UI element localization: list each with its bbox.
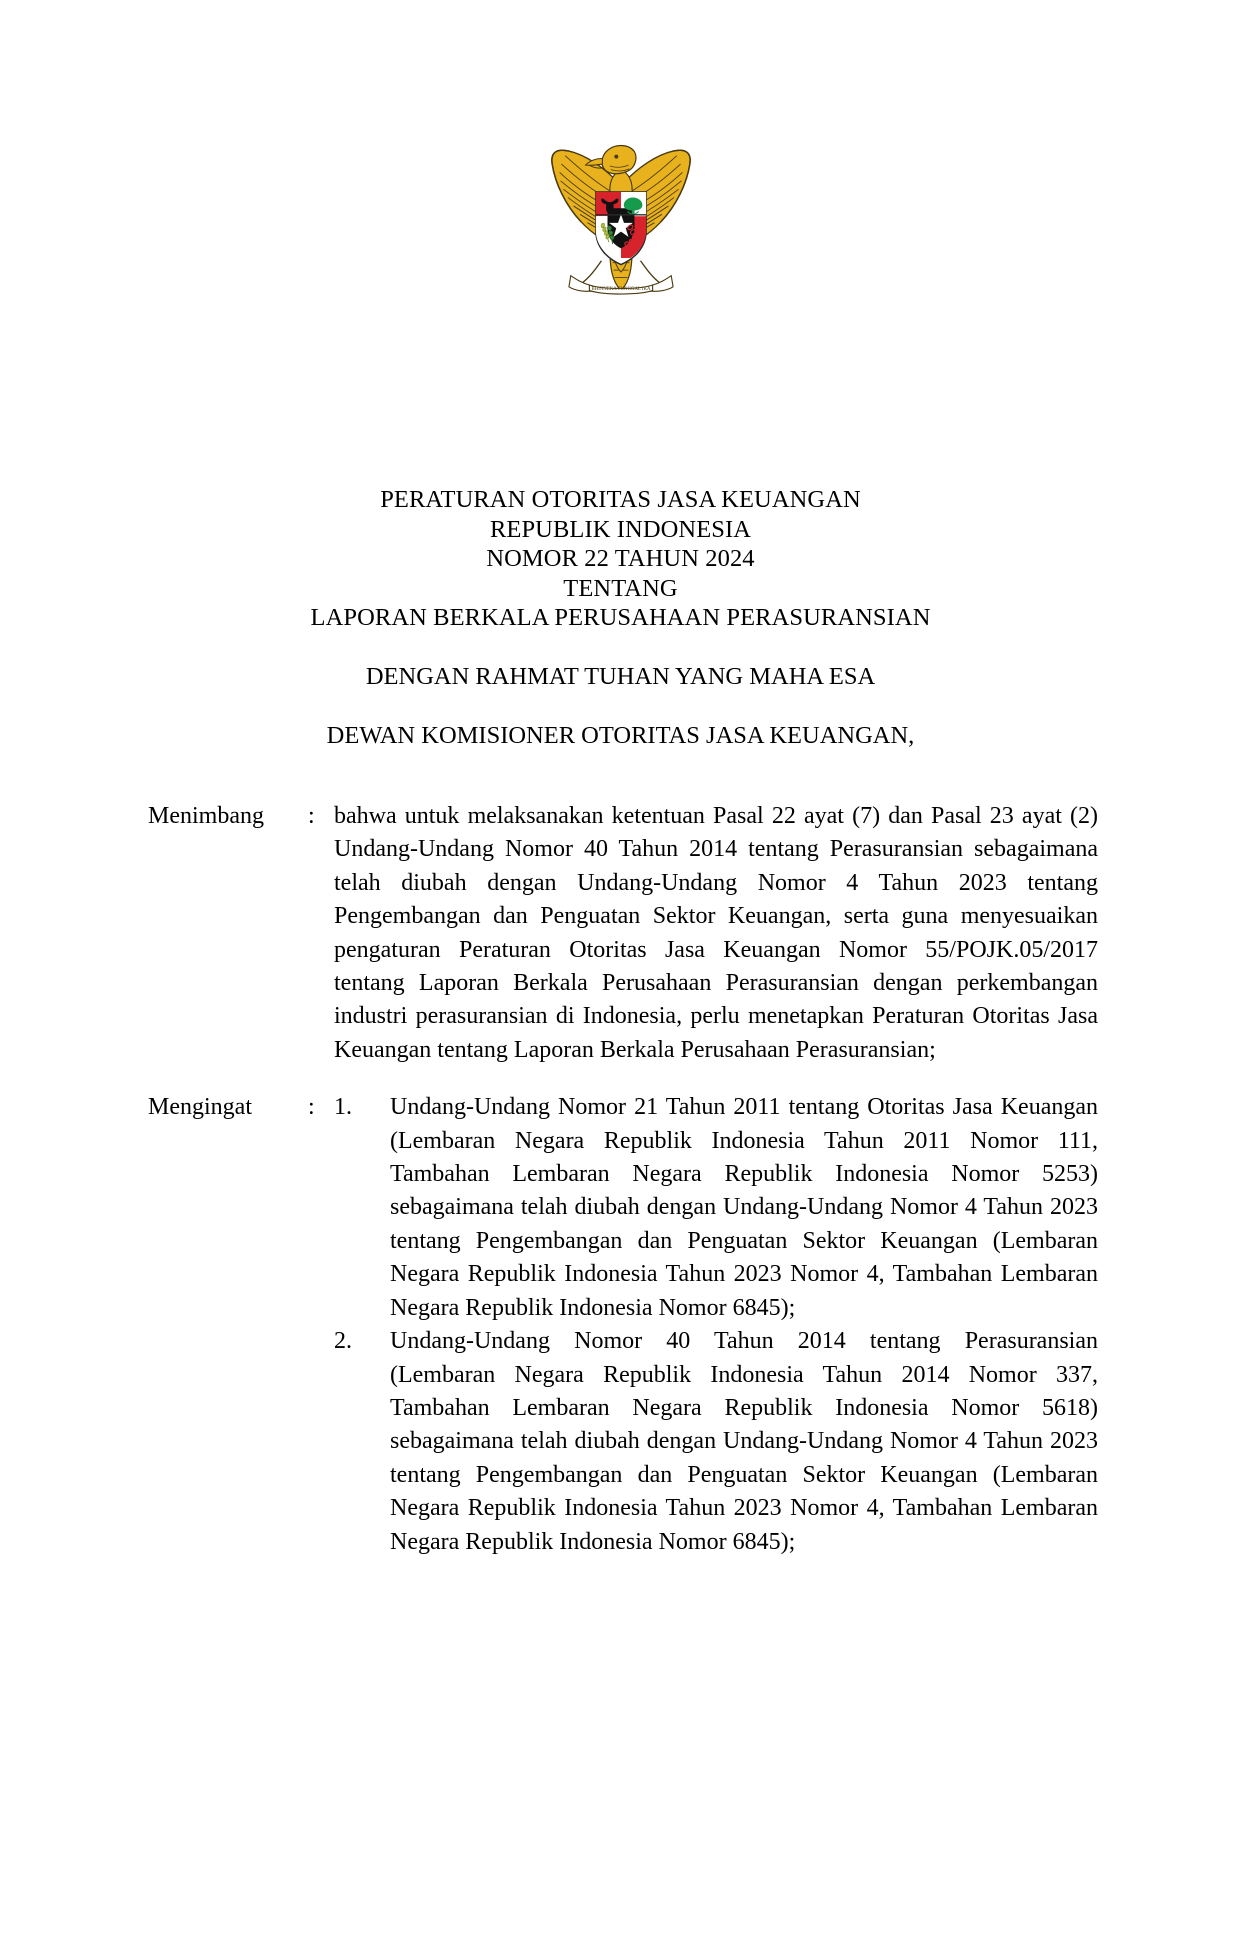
title-block — [0, 485, 1241, 751]
issuer-line: DEWAN KOMISIONER OTORITAS JASA KEUANGAN, — [326, 722, 915, 749]
garuda-pancasila-emblem — [528, 112, 714, 298]
clause-section — [0, 800, 1241, 1559]
emblem-container — [0, 112, 1241, 298]
clause-body-menimbang — [334, 800, 1098, 1067]
clause-label-menimbang: Menimbang — [148, 803, 264, 829]
emblem-motto-text: BHINNEKA TUNGGAL IKA — [590, 287, 651, 293]
clause-mengingat — [0, 1091, 1241, 1559]
clause-colon-mengingat: : — [308, 1094, 315, 1121]
clause-body-mengingat — [334, 1091, 1098, 1559]
regulation-subject: LAPORAN BERKALA PERUSAHAAN PERASURANSIAN — [310, 604, 931, 631]
about-label: TENTANG — [563, 574, 678, 602]
clause-colon-menimbang: : — [308, 803, 315, 829]
list-item-text: Undang-Undang Nomor 21 Tahun 2011 tentang Otoritas Jasa Keuangan (Lembaran Negara Republik Indonesia Tahun 2011 Nomor 111, Tambahan Lembaran Negara Republik Indonesia Nomor 5253) sebagaimana telah diubah dengan Undang-Undang Nomor 4 Tahun 2023 tentang Pengembangan dan Penguatan Sektor Keuangan (Lembaran Negara Republik Indonesia Tahun 2023 Nomor 4, Tambahan Lembaran Negara Republik Indonesia Nomor 6845); — [390, 1094, 1098, 1321]
title-spacer-2 — [0, 692, 1241, 722]
title-spacer-1 — [0, 633, 1241, 663]
list-item-marker: 1. — [334, 1094, 352, 1121]
clause-paragraph: bahwa untuk melaksanakan ketentuan Pasal 22 ayat (7) dan Pasal 23 ayat (2) Undang-Undang Nomor 40 Tahun 2014 tentang Perasuransian sebagaimana telah diubah dengan Undang-Undang Nomor 4 Tahun 2023 tentang Pengembangan dan Penguatan Sektor Keuangan, serta guna menyesuaikan pengaturan Peraturan Otoritas Jasa Keuangan Nomor 55/POJK.05/2017 tentang Laporan Berkala Perusahaan Perasuransian dengan perkembangan industri perasuransian di Indonesia, perlu menetapkan Peraturan Otoritas Jasa Keuangan tentang Laporan Berkala Perusahaan Perasuransian; — [334, 803, 1098, 1063]
regulation-number: NOMOR 22 TAHUN 2024 — [486, 545, 755, 572]
list-item-text: Undang-Undang Nomor 40 Tahun 2014 tentang Perasuransian (Lembaran Negara Republik Indonesia Tahun 2014 Nomor 337, Tambahan Lembaran Negara Republik Indonesia Nomor 5618) sebagaimana telah diubah dengan Undang-Undang Nomor 4 Tahun 2023 tentang Pengembangan dan Penguatan Sektor Keuangan (Lembaran Negara Republik Indonesia Tahun 2023 Nomor 4, Tambahan Lembaran Negara Republik Indonesia Nomor 6845); — [390, 1328, 1098, 1555]
list-item — [334, 1091, 1098, 1325]
clause-label-mengingat: Mengingat — [148, 1094, 252, 1121]
numbered-list — [334, 1091, 1098, 1559]
page-title-line-1: PERATURAN OTORITAS JASA KEUANGAN — [380, 486, 861, 513]
list-item-marker: 2. — [334, 1328, 352, 1355]
list-item — [334, 1325, 1098, 1559]
page-title-line-2: REPUBLIK INDONESIA — [489, 515, 752, 543]
clause-menimbang — [0, 800, 1241, 1067]
invocation-line: DENGAN RAHMAT TUHAN YANG MAHA ESA — [365, 663, 876, 690]
